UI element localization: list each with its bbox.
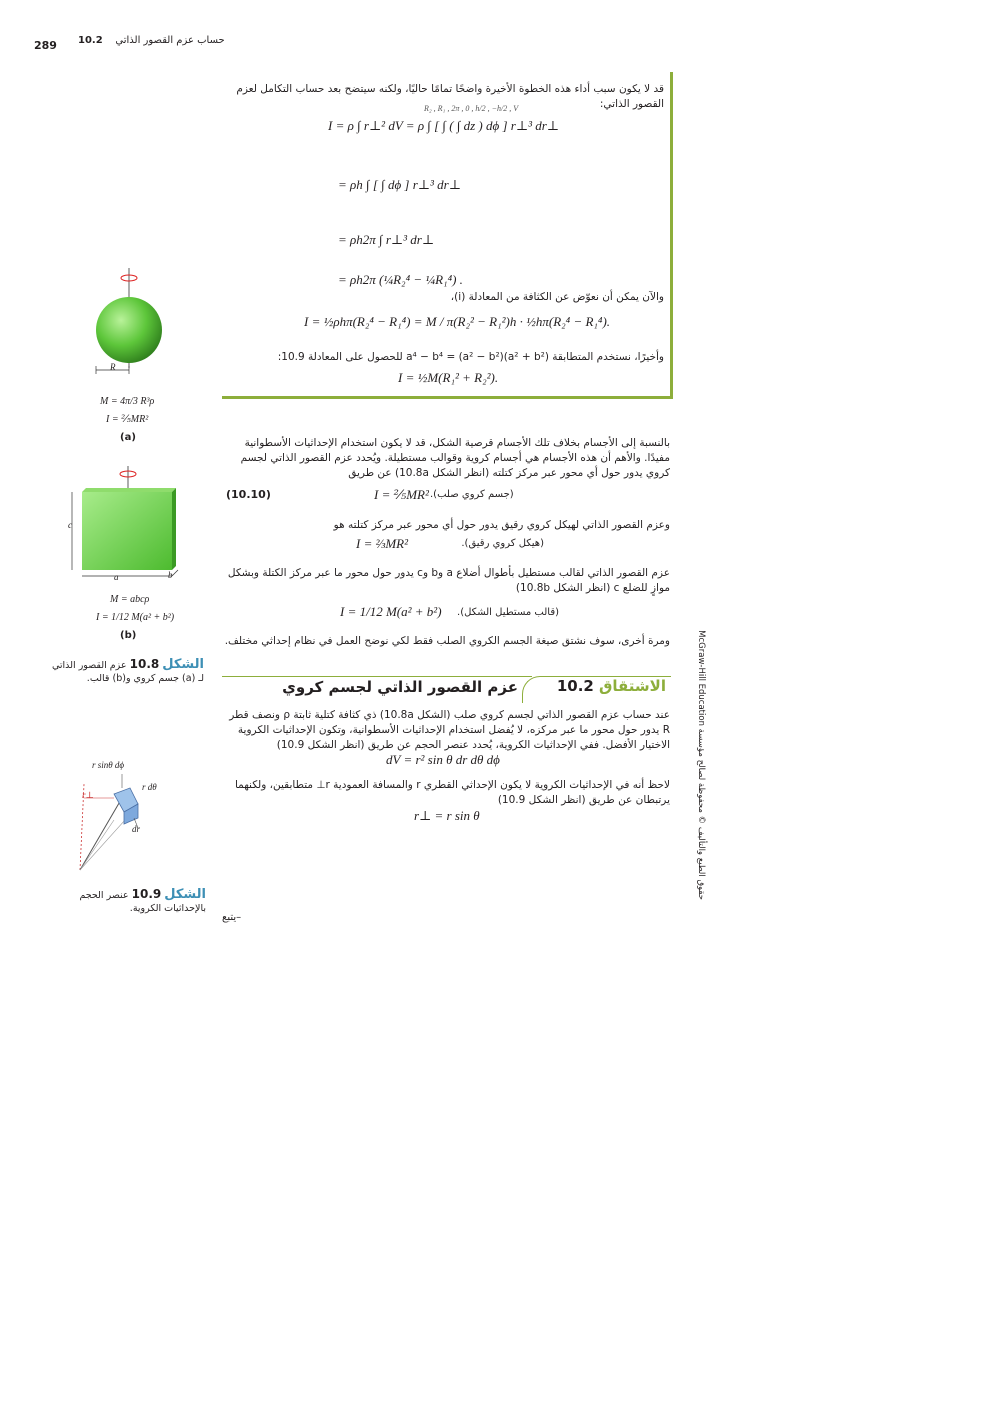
eq-block: I = 1/12 M(a² + b²)	[340, 604, 442, 619]
body-paragraph-2: وعزم القصور الذاتي لهيكل كروي رقيق يدور حول أي محور عبر مركز كتلته هو	[333, 519, 670, 531]
figure-block	[62, 462, 186, 584]
block-label-c: c	[68, 520, 72, 530]
derivation-paragraph-2: لاحظ أنه في الإحداثيات الكروية لا يكون الإحداثي القطري r والمسافة العمودية r⊥ متطابقين، ولكنهما يرتبطان عن طريق (انظر الشكل 10.9)	[234, 779, 670, 806]
derivation-label-text: الاشتقاق	[598, 677, 666, 695]
eq-thin-shell-label: (هيكل كروي رقيق).	[461, 538, 544, 549]
figure-tag-b: (b)	[120, 630, 137, 641]
box-eq4: = ρh2π (¼R₂⁴ − ¼R₁⁴) .	[338, 272, 463, 287]
block-label-b: b	[168, 570, 173, 580]
body-paragraph-3: عزم القصور الذاتي لقالب مستطيل بأطوال أضلاع a وb وc يدور حول محور ما عبر مركز الكتلة وبشكل موازٍ للضلع c (انظر الشكل 10.8b)	[227, 567, 670, 594]
figure-10-8-caption-line1: عزم القصور الذاتي	[51, 660, 127, 671]
box-final-text: وأخيرًا، نستخدم المتطابقة a⁴ − b⁴ = (a² − b²)(a² + b²) للحصول على المعادلة 10.9:	[277, 351, 664, 363]
equation-number-10-10: (10.10)	[226, 488, 271, 501]
section-title: حساب عزم القصور الذاتي	[115, 35, 225, 46]
box-intro: قد لا يكون سبب أداء هذه الخطوة الأخيرة واضحًا تمامًا حاليًا، ولكنه سيتضح بعد حساب التكامل لعزم القصور الذاتي:	[236, 83, 664, 110]
sphere-mass-formula: M = 4π/3 R³ρ	[100, 396, 155, 407]
running-head	[78, 35, 225, 46]
eq-block-label: (قالب مستطيل الشكل).	[457, 607, 559, 618]
figure-10-8-caption-line2: لـ (a) جسم كروي و(b) قالب.	[86, 673, 204, 684]
box-eq1: I = ρ ∫ r⊥² dV = ρ ∫ [ ∫ ( ∫ dz ) dϕ ] r⊥³ dr⊥	[328, 118, 560, 133]
radius-vector	[80, 798, 122, 870]
derivation-label	[540, 676, 666, 695]
derivation-title: عزم القصور الذاتي لجسم كروي	[282, 678, 518, 696]
sphere-body	[96, 297, 162, 363]
figure-tag-a: (a)	[120, 432, 136, 443]
block-side	[172, 488, 176, 570]
derivation-paragraph-1: عند حساب عزم القصور الذاتي لجسم كروي صلب (الشكل 10.8a) ذي كثافة كتلية ثابتة ρ ونصف قطر R يدور حول محور ما عبر مركزه، لا يُفضل استخدام الإحداثيات الأسطوانية، وتكون الإحداثيات الكروية الاختيار الأفضل. ففي الإحداثيات الكروية، يُحدد عنصر الحجم عن طريق (انظر الشكل 10.9)	[229, 709, 670, 751]
figure-sphere	[84, 262, 174, 382]
figure-10-9-number: 10.9	[131, 887, 162, 901]
box-eq3: = ρh2π ∫ r⊥³ dr⊥	[338, 232, 435, 247]
derivation-number: 10.2	[556, 677, 594, 695]
eq-thin-shell: I = ⅔MR²	[356, 536, 409, 551]
continued-marker: –يتبع	[222, 912, 242, 923]
sphere-inertia-formula: I = ⅖MR²	[106, 414, 149, 425]
figure-10-9-label: الشكل	[164, 887, 206, 902]
figure-10-8-label: الشكل	[162, 657, 204, 672]
volume-label-r-dtheta: r dθ	[142, 782, 157, 792]
block-inertia-formula: I = 1/12 M(a² + b²)	[96, 612, 175, 623]
box-eq1-limits: R₂ , R₁ , 2π , 0 , h/2 , −h/2 , V	[424, 104, 519, 113]
eq-volume-element: dV = r² sin θ dr dθ dϕ	[386, 752, 500, 767]
figure-10-8-caption	[51, 657, 204, 685]
volume-label-dr: dr	[132, 824, 141, 834]
box-eq6: I = ½M(R₁² + R₂²).	[398, 370, 499, 385]
box-eq2: = ρh ∫ [ ∫ dϕ ] r⊥³ dr⊥	[338, 177, 461, 192]
block-mass-formula: M = abcρ	[110, 594, 150, 605]
volume-label-r-perp: r⊥	[82, 790, 94, 800]
box-density-text: والآن يمكن أن نعوّض عن الكثافة من المعادلة (i)،	[450, 291, 664, 303]
copyright-vertical: حقوق الطبع والتأليف © محفوظة لصالح مؤسسة McGraw-Hill Education	[696, 630, 706, 900]
figure-10-9-caption	[72, 888, 206, 915]
box-eq5: I = ½ρhπ(R₂⁴ − R₁⁴) = M / π(R₂² − R₁²)h · ½hπ(R₂⁴ − R₁⁴).	[304, 314, 611, 329]
figure-10-9-caption-line2: بالإحداثيات الكروية.	[129, 903, 206, 914]
body-paragraph-1: بالنسبة إلى الأجسام بخلاف تلك الأجسام قرصية الشكل، قد لا يكون استخدام الإحداثيات الأسطوانية مفيدًا. والأهم أن هذه الأجسام هي أجسام كروية وقوالب مستطيلة. ويُحدد عزم القصور الذاتي لجسم كروي يدور حول أي محور عبر مركز كتلته (انظر الشكل 10.8a) عن طريق	[240, 437, 670, 479]
figure-10-8-number: 10.8	[129, 657, 160, 671]
eq-solid-sphere-label: (جسم كروي صلب).	[430, 489, 514, 500]
volume-label-r-sin-theta-dphi: r sinθ dϕ	[92, 760, 125, 770]
figure-10-9-caption-line1: عنصر الحجم	[79, 890, 129, 901]
derivation-heading-rule	[222, 676, 532, 677]
eq-r-perp: r⊥ = r sin θ	[414, 808, 480, 823]
eq-solid-sphere: I = ⅖MR²	[374, 487, 429, 502]
block-top	[82, 488, 176, 492]
section-number: 10.2	[78, 35, 103, 46]
block-label-a: a	[114, 572, 119, 582]
page-number: 289	[34, 39, 57, 52]
block-front	[82, 492, 172, 570]
body-paragraph-4: ومرة أخرى، سوف نشتق صيغة الجسم الكروي الصلب فقط لكي نوضح العمل في نظام إحداثي مختلف.	[224, 635, 670, 647]
sphere-radius-label: R	[110, 362, 116, 372]
